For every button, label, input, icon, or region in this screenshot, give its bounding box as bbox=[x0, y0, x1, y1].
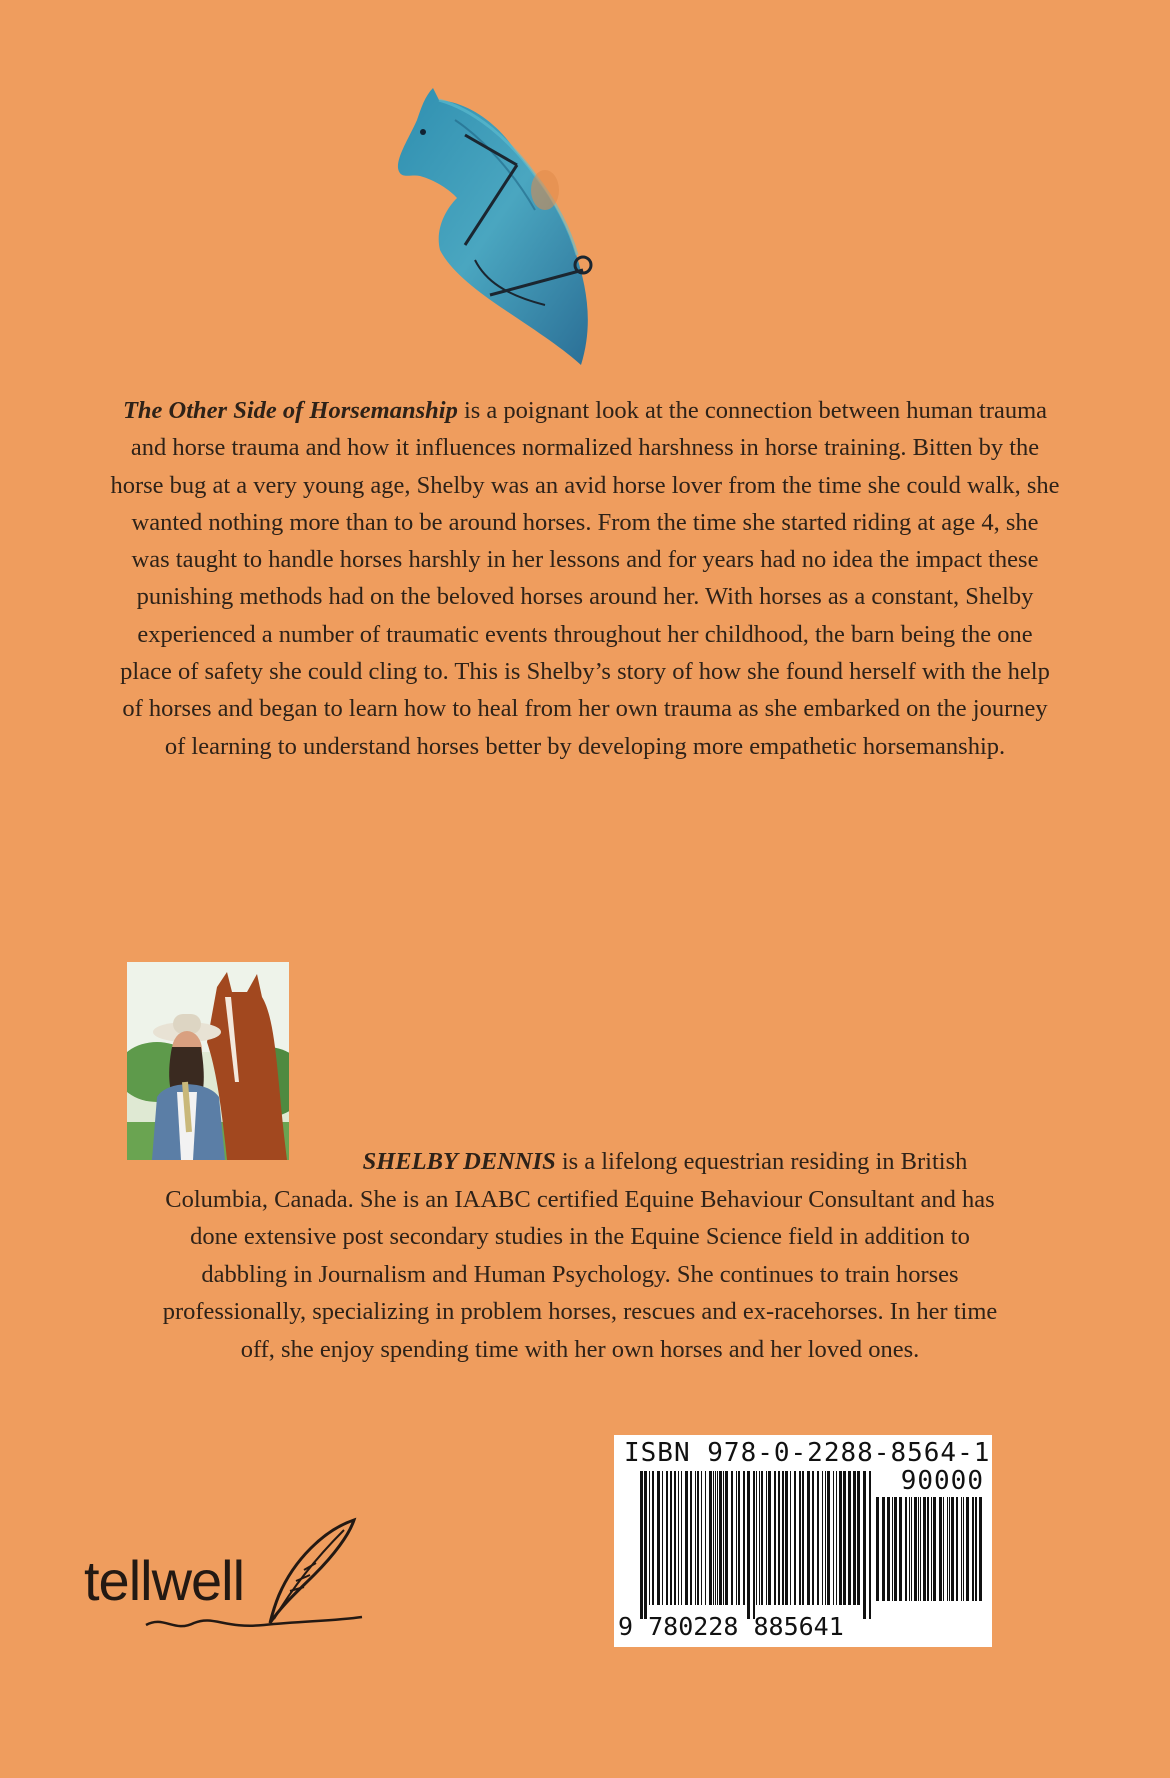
isbn-label: ISBN 978-0-2288-8564-1 bbox=[624, 1438, 991, 1468]
barcode-bar bbox=[759, 1471, 760, 1605]
barcode-bar bbox=[836, 1471, 837, 1605]
horse-illustration bbox=[395, 80, 675, 380]
publisher-name: tellwell bbox=[84, 1549, 245, 1612]
barcode-bar bbox=[794, 1471, 796, 1605]
barcode-bar bbox=[848, 1471, 851, 1605]
barcode-bar bbox=[790, 1471, 791, 1605]
barcode-bar bbox=[857, 1471, 860, 1605]
barcode-bar bbox=[892, 1497, 893, 1601]
barcode-bar bbox=[685, 1471, 688, 1605]
barcode-bar bbox=[817, 1471, 819, 1605]
barcode-bar bbox=[923, 1497, 926, 1601]
barcode-bar bbox=[839, 1471, 842, 1605]
barcode-bar bbox=[876, 1497, 879, 1601]
barcode-bar bbox=[931, 1497, 932, 1601]
price-code: 90000 bbox=[900, 1466, 984, 1496]
barcode-bar bbox=[666, 1471, 668, 1605]
book-title: The Other Side of Horsemanship bbox=[122, 397, 458, 424]
barcode-bar bbox=[863, 1471, 866, 1619]
barcode-bar bbox=[717, 1471, 718, 1605]
barcode-bar bbox=[905, 1497, 907, 1601]
barcode-bar bbox=[738, 1471, 740, 1605]
barcode-bar bbox=[681, 1471, 682, 1605]
barcode-bar bbox=[766, 1471, 767, 1605]
barcode-bar bbox=[812, 1471, 814, 1605]
barcode-bar bbox=[822, 1471, 823, 1605]
barcode-bar bbox=[869, 1471, 871, 1619]
barcode-bar bbox=[731, 1471, 733, 1605]
barcode-bar bbox=[747, 1471, 750, 1619]
barcode-bar bbox=[743, 1471, 745, 1605]
publisher-logo bbox=[84, 1515, 364, 1655]
barcode-bar bbox=[956, 1497, 958, 1601]
barcode-bar bbox=[719, 1471, 722, 1605]
barcode-bar bbox=[807, 1471, 810, 1605]
barcode-bar bbox=[701, 1471, 702, 1605]
barcode-bar bbox=[899, 1497, 902, 1601]
barcode-bar bbox=[909, 1497, 910, 1601]
bio-text: is a lifelong equestrian residing in British Columbia, Canada. She is an IAABC certified Equine Behaviour Consultant and has done extensive post secondary studies in the Equine Science field in addition to dabbling in Journalism and Human Psychology. She continues to train horses professionally, specializing in problem horses, rescues and ex-racehorses. In her time off, she enjoy spending time with her own horses and her loved ones. bbox=[162, 1148, 998, 1363]
barcode-bar bbox=[894, 1497, 897, 1601]
synopsis-paragraph bbox=[110, 392, 1060, 765]
barcode-bar bbox=[939, 1497, 942, 1601]
barcode-bar bbox=[695, 1471, 696, 1605]
barcode-bar bbox=[649, 1471, 650, 1605]
barcode-bar bbox=[785, 1471, 788, 1605]
barcode-bar bbox=[825, 1471, 826, 1605]
barcode-bar bbox=[802, 1471, 804, 1605]
barcode-bar bbox=[674, 1471, 676, 1605]
barcode-bar bbox=[966, 1497, 969, 1601]
barcode-bar bbox=[652, 1471, 654, 1605]
barcode-bar bbox=[914, 1497, 917, 1601]
barcode-bar bbox=[972, 1497, 974, 1601]
barcode-bar bbox=[799, 1471, 801, 1605]
barcode-bar bbox=[644, 1471, 647, 1619]
barcode-bar bbox=[887, 1497, 890, 1601]
barcode-bar bbox=[918, 1497, 919, 1601]
barcode-bar bbox=[843, 1471, 846, 1605]
barcode-bar bbox=[736, 1471, 737, 1605]
barcode-bar bbox=[713, 1471, 714, 1605]
barcode-bar bbox=[690, 1471, 692, 1605]
barcode-bar bbox=[947, 1497, 948, 1601]
barcode-bar bbox=[753, 1471, 755, 1619]
barcode-bar bbox=[961, 1497, 962, 1601]
barcode-bar bbox=[920, 1497, 921, 1601]
author-name: SHELBY DENNIS bbox=[362, 1148, 556, 1175]
barcode-bar bbox=[882, 1497, 885, 1601]
barcode-bar bbox=[697, 1471, 699, 1605]
barcode-bar bbox=[774, 1471, 776, 1605]
author-bio bbox=[150, 1143, 1010, 1368]
ean-digits: 9 780228 885641 bbox=[618, 1612, 844, 1641]
barcode-bar bbox=[927, 1497, 929, 1601]
barcode-bar bbox=[911, 1497, 912, 1601]
barcode-bar bbox=[949, 1497, 950, 1601]
barcode-bar bbox=[756, 1471, 757, 1605]
barcode-bar bbox=[709, 1471, 712, 1605]
barcode-bar bbox=[963, 1497, 964, 1601]
barcode-bar bbox=[640, 1471, 643, 1619]
barcode-bar bbox=[678, 1471, 679, 1605]
ean-barcode-bars bbox=[640, 1471, 872, 1619]
barcode-bar bbox=[782, 1471, 784, 1605]
barcode-bar bbox=[723, 1471, 724, 1605]
barcode-bar bbox=[933, 1497, 936, 1601]
barcode-bar bbox=[662, 1471, 663, 1605]
barcode-bar bbox=[943, 1497, 944, 1601]
barcode-bar bbox=[670, 1471, 672, 1605]
author-photo bbox=[127, 962, 289, 1160]
barcode-bar bbox=[853, 1471, 856, 1605]
barcode-bar bbox=[725, 1471, 728, 1605]
barcode-bar bbox=[715, 1471, 716, 1605]
barcode-bar bbox=[827, 1471, 830, 1605]
barcode-bar bbox=[705, 1471, 706, 1605]
barcode-bar bbox=[778, 1471, 780, 1605]
barcode-bar bbox=[657, 1471, 660, 1605]
isbn-barcode bbox=[614, 1435, 992, 1647]
barcode-bar bbox=[768, 1471, 771, 1605]
barcode-bar bbox=[761, 1471, 763, 1605]
barcode-bar bbox=[951, 1497, 954, 1601]
barcode-bar bbox=[979, 1497, 982, 1601]
publisher-swash bbox=[144, 1607, 364, 1637]
addon-barcode-bars bbox=[876, 1497, 984, 1615]
barcode-bar bbox=[975, 1497, 977, 1601]
barcode-bar bbox=[833, 1471, 834, 1605]
synopsis-text: is a poignant look at the connection between human trauma and horse trauma and how it influences normalized harshness in horse training. Bitten by the horse bug at a very young age, Shelby was an avid horse lover from the time she could walk, she wanted nothing more than to be around horses. From the time she started riding at age 4, she was taught to handle horses harshly in her lessons and for years had no idea the impact these punishing methods had on the beloved horses around her. With horses as a constant, Shelby experienced a number of traumatic events throughout her childhood, the barn being the one place of safety she could cling to. This is Shelby’s story of how she found herself with the help of horses and began to learn how to heal from her own trauma as she embarked on the journey of learning to understand horses better by developing more empathetic horsemanship. bbox=[110, 397, 1060, 760]
